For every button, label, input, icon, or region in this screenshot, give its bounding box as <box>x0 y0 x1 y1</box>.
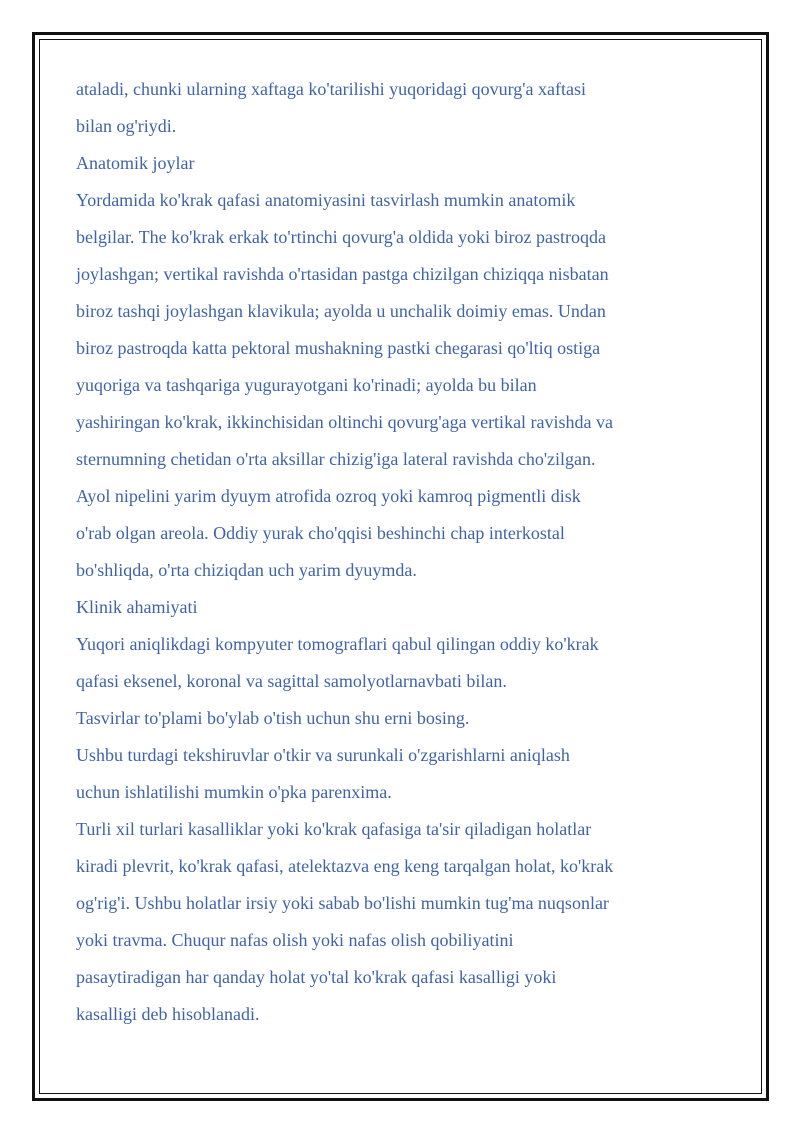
text-line: Yuqori aniqlikdagi kompyuter tomograflari qabul qilingan oddiy ko'krak <box>76 634 599 654</box>
text-line: Turli xil turlari kasalliklar yoki ko'krak qafasiga ta'sir qiladigan holatlar <box>76 819 592 839</box>
text-line: kasalligi deb hisoblanadi. <box>76 1004 260 1024</box>
text-line: yuqoriga va tashqariga yugurayotgani ko'rinadi; ayolda bu bilan <box>76 375 537 395</box>
text-line: ataladi, chunki ularning xaftaga ko'tarilishi yuqoridagi qovurg'a xaftasi <box>76 79 587 99</box>
text-line: bo'shliqda, o'rta chiziqdan uch yarim dyuymda. <box>76 560 417 580</box>
text-line: pasaytiradigan har qanday holat yo'tal ko'krak qafasi kasalligi yoki <box>76 967 557 987</box>
section-heading-anatomik-joylar: Anatomik joylar <box>76 153 195 173</box>
text-line: bilan og'riydi. <box>76 116 177 136</box>
section-heading-klinik-ahamiyati: Klinik ahamiyati <box>76 597 198 617</box>
text-line: biroz tashqi joylashgan klavikula; ayolda u unchalik doimiy emas. Undan <box>76 301 606 321</box>
text-line: og'rig'i. Ushbu holatlar irsiy yoki sabab bo'lishi mumkin tug'ma nuqsonlar <box>76 893 609 913</box>
document-body <box>76 71 726 1033</box>
text-line: Yordamida ko'krak qafasi anatomiyasini tasvirlash mumkin anatomik <box>76 190 576 210</box>
text-line: joylashgan; vertikal ravishda o'rtasidan pastga chizilgan chiziqqa nisbatan <box>76 264 609 284</box>
text-line: Ayol nipelini yarim dyuym atrofida ozroq yoki kamroq pigmentli disk <box>76 486 581 506</box>
text-line: Tasvirlar to'plami bo'ylab o'tish uchun shu erni bosing. <box>76 708 470 728</box>
text-line: kiradi plevrit, ko'krak qafasi, atelektazva eng keng tarqalgan holat, ko'krak <box>76 856 614 876</box>
text-line: yoki travma. Chuqur nafas olish yoki nafas olish qobiliyatini <box>76 930 514 950</box>
text-line: biroz pastroqda katta pektoral mushakning pastki chegarasi qo'ltiq ostiga <box>76 338 601 358</box>
text-line: Ushbu turdagi tekshiruvlar o'tkir va surunkali o'zgarishlarni aniqlash <box>76 745 570 765</box>
text-line: yashiringan ko'krak, ikkinchisidan oltinchi qovurg'aga vertikal ravishda va <box>76 412 614 432</box>
text-line: belgilar. The ko'krak erkak to'rtinchi qovurg'a oldida yoki biroz pastroqda <box>76 227 606 247</box>
text-line: sternumning chetidan o'rta aksillar chizig'iga lateral ravishda cho'zilgan. <box>76 449 596 469</box>
text-line: o'rab olgan areola. Oddiy yurak cho'qqisi beshinchi chap interkostal <box>76 523 565 543</box>
text-line: uchun ishlatilishi mumkin o'pka parenxima. <box>76 782 392 802</box>
text-line: qafasi eksenel, koronal va sagittal samolyotlarnavbati bilan. <box>76 671 507 691</box>
